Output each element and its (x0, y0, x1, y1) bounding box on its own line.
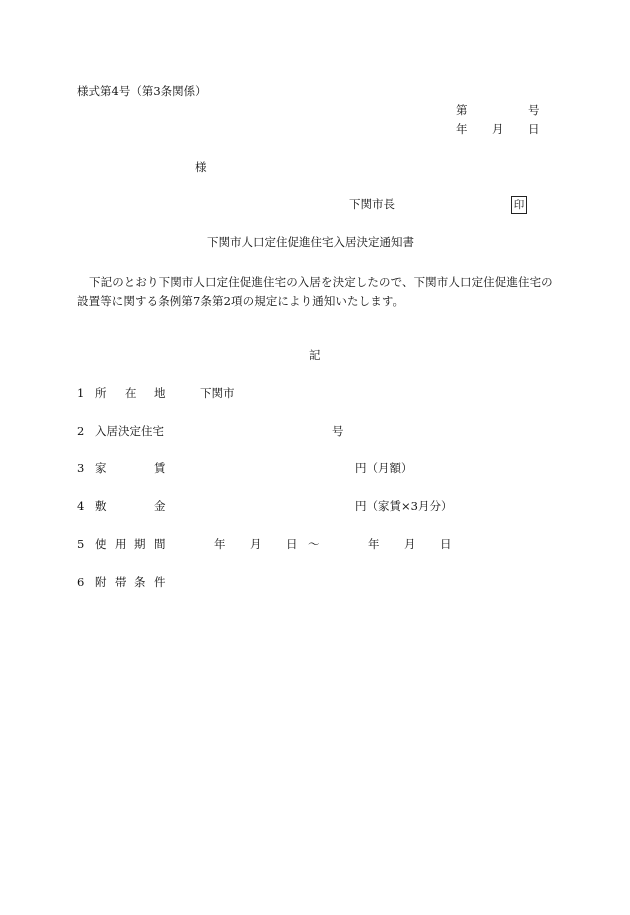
item-1-label-char: 地 (154, 386, 166, 400)
period-end-year: 年 (368, 537, 380, 551)
item-4-label-char: 金 (154, 499, 166, 513)
date-year: 年 (456, 122, 468, 136)
date-month: 月 (492, 122, 504, 136)
item-5-label-char: 間 (154, 537, 166, 551)
item-2-number: 2 (77, 424, 85, 438)
item-5-label-char: 使 (95, 537, 107, 551)
period-end-month: 月 (404, 537, 416, 551)
item-6-label-char: 帯 (115, 575, 127, 589)
sender-title: 下関市長 (349, 197, 395, 211)
item-3-suffix: 円（月額） (355, 461, 413, 475)
seal-mark: 印 (511, 196, 527, 214)
item-5-number: 5 (77, 537, 85, 551)
item-4-number: 4 (77, 499, 85, 513)
item-3-label-char: 賃 (154, 461, 166, 475)
item-1-label-char: 所 (95, 386, 107, 400)
item-6-number: 6 (77, 575, 85, 589)
item-6-label-char: 件 (154, 575, 166, 589)
period-start-month: 月 (250, 537, 262, 551)
period-tilde: ～ (308, 537, 320, 551)
item-1-number: 1 (77, 386, 85, 400)
item-5-label-char: 用 (115, 537, 127, 551)
item-2-label: 入居決定住宅 (95, 424, 164, 438)
item-2-suffix: 号 (332, 424, 344, 438)
item-5-label-char: 期 (134, 537, 146, 551)
doc-number-suffix: 号 (528, 103, 540, 117)
item-3-label-char: 家 (95, 461, 107, 475)
item-3-number: 3 (77, 461, 85, 475)
item-1-label-char: 在 (125, 386, 137, 400)
document-title: 下関市人口定住促進住宅入居決定通知書 (207, 235, 414, 249)
item-4-suffix: 円（家賃×3月分） (355, 499, 453, 513)
form-id: 様式第4号（第3条関係） (77, 84, 207, 98)
body-paragraph: 下記のとおり下関市人口定住促進住宅の入居を決定したので、下関市人口定住促進住宅の設置等に関する条例第7条第2項の規定により通知いたします。 (77, 275, 553, 308)
period-start-year: 年 (214, 537, 226, 551)
doc-number-prefix: 第 (456, 103, 468, 117)
period-end-day: 日 (440, 537, 452, 551)
item-1-value: 下関市 (200, 386, 235, 400)
item-4-label-char: 敷 (95, 499, 107, 513)
date-day: 日 (528, 122, 540, 136)
ki-heading: 記 (309, 348, 321, 362)
period-start-day: 日 (286, 537, 298, 551)
item-6-label-char: 条 (134, 575, 146, 589)
addressee-suffix: 様 (195, 160, 207, 174)
item-6-label-char: 附 (95, 575, 107, 589)
